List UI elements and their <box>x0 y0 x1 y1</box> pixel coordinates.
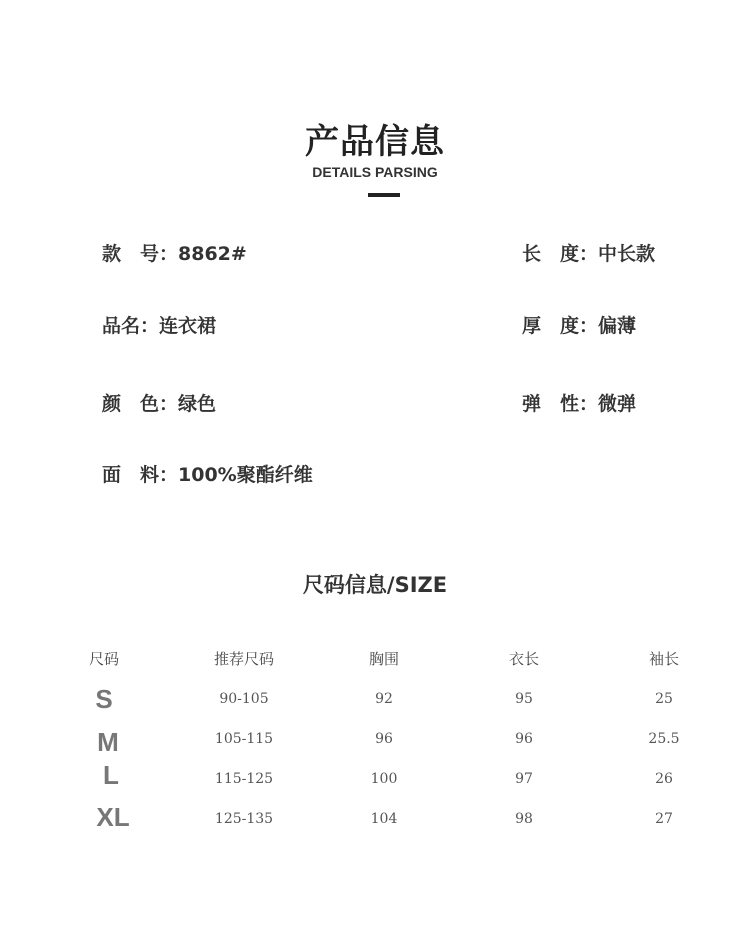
field-elasticity-label: 弹 性： <box>522 393 599 415</box>
cell-recommended: 125-135 <box>214 811 274 827</box>
field-color-label: 颜 色： <box>102 393 179 415</box>
cell-recommended: 115-125 <box>214 771 274 787</box>
size-header-bust: 胸围 <box>368 650 400 668</box>
field-color <box>102 389 216 416</box>
field-name <box>102 311 216 338</box>
field-length <box>522 239 655 266</box>
field-fabric-label: 面 料： <box>102 464 179 486</box>
size-letter: S <box>95 684 113 714</box>
cell-bust: 100 <box>370 771 398 787</box>
field-style-no <box>102 239 247 266</box>
cell-sleeve: 25 <box>655 691 673 707</box>
page-title: 产品信息 <box>305 122 445 162</box>
cell-bust: 96 <box>375 731 393 747</box>
size-letter: XL <box>96 802 130 832</box>
field-name-label: 品名： <box>102 315 160 337</box>
cell-length: 96 <box>515 731 533 747</box>
size-letter: L <box>103 760 119 790</box>
size-letter: M <box>97 727 119 757</box>
cell-sleeve: 27 <box>655 811 673 827</box>
field-thickness-label: 厚 度： <box>522 315 599 337</box>
field-color-value: 绿色 <box>178 393 217 415</box>
size-header-recommended: 推荐尺码 <box>213 650 275 668</box>
page-subtitle: DETAILS PARSING <box>312 164 438 180</box>
cell-bust: 104 <box>370 811 398 827</box>
cell-sleeve: 26 <box>655 771 673 787</box>
cell-recommended: 105-115 <box>214 731 274 747</box>
cell-length: 98 <box>515 811 533 827</box>
size-header-sleeve: 袖长 <box>648 650 680 668</box>
cell-length: 95 <box>515 691 533 707</box>
field-thickness <box>522 311 636 338</box>
cell-length: 97 <box>515 771 533 787</box>
field-fabric <box>102 460 313 487</box>
field-name-value: 连衣裙 <box>159 315 217 337</box>
cell-bust: 92 <box>375 691 393 707</box>
field-thickness-value: 偏薄 <box>598 315 637 337</box>
title-divider <box>368 193 400 197</box>
size-section-title: 尺码信息/SIZE <box>302 573 448 597</box>
field-length-value: 中长款 <box>598 243 656 265</box>
field-style-no-value: 8862# <box>178 243 247 265</box>
field-fabric-value: 100%聚酯纤维 <box>178 464 313 486</box>
field-elasticity-value: 微弹 <box>598 393 637 415</box>
field-length-label: 长 度： <box>522 243 599 265</box>
size-header-length: 衣长 <box>508 650 540 668</box>
field-elasticity <box>522 389 636 416</box>
size-header-size: 尺码 <box>88 650 120 668</box>
field-style-no-label: 款 号： <box>102 243 179 265</box>
cell-sleeve: 25.5 <box>648 731 680 747</box>
cell-recommended: 90-105 <box>219 691 269 707</box>
